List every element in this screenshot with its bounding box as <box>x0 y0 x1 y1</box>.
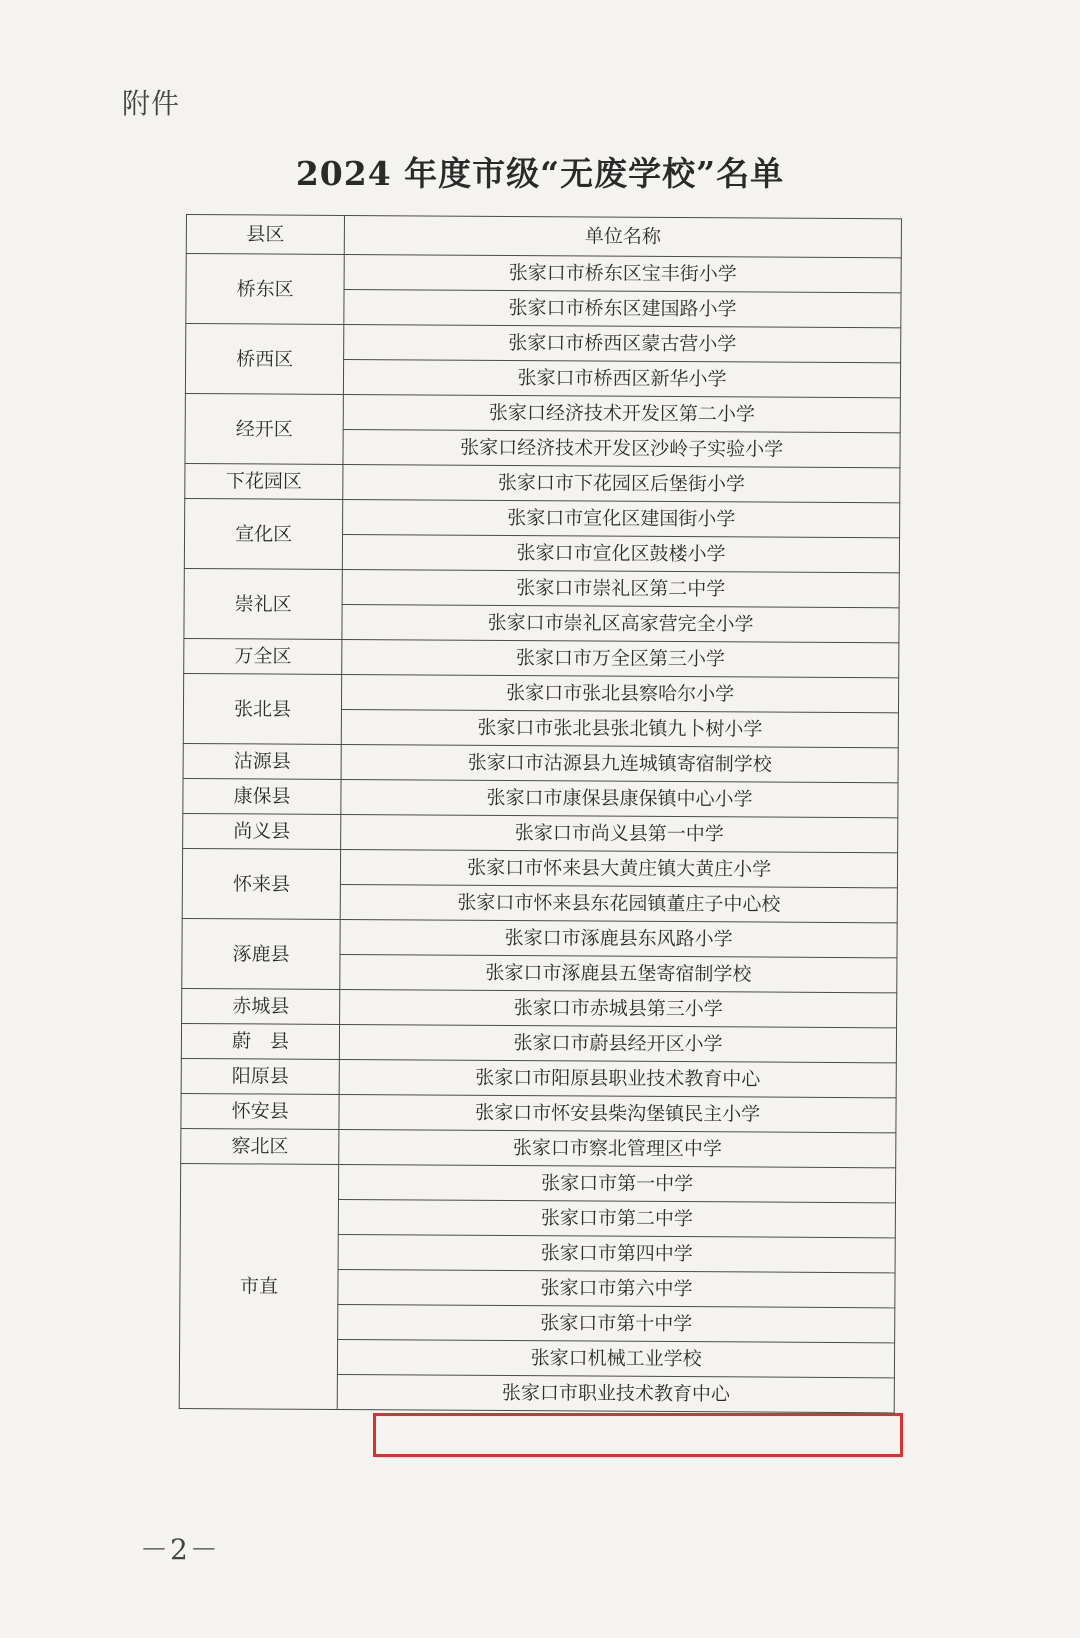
table-row <box>186 254 901 293</box>
table-row <box>183 813 898 852</box>
table-row <box>182 848 897 887</box>
school-name-cell: 张家口市张北县察哈尔小学 <box>342 674 899 712</box>
page-number: －2－ <box>140 1533 220 1566</box>
school-name-cell: 张家口市沽源县九连城镇寄宿制学校 <box>341 744 898 782</box>
school-name-cell: 张家口市怀安县柴沟堡镇民主小学 <box>339 1094 896 1132</box>
district-cell: 沽源县 <box>183 743 341 779</box>
district-cell: 市直 <box>179 1163 339 1409</box>
school-name-cell: 张家口市第一中学 <box>339 1164 896 1202</box>
header-county: 县区 <box>186 215 344 255</box>
school-name-cell: 张家口市怀来县东花园镇董庄子中心校 <box>340 884 897 922</box>
table-row <box>181 1058 896 1097</box>
school-name-cell: 张家口市第十中学 <box>338 1304 895 1342</box>
district-cell: 尚义县 <box>183 813 341 849</box>
school-name-cell: 张家口市张北县张北镇九卜树小学 <box>341 709 898 747</box>
district-cell: 蔚 县 <box>181 1023 339 1059</box>
table-row <box>183 673 898 712</box>
school-name-cell: 张家口市崇礼区第二中学 <box>342 569 899 607</box>
school-name-cell: 张家口市赤城县第三小学 <box>340 989 897 1027</box>
table-row <box>185 393 900 432</box>
district-cell: 万全区 <box>184 638 342 674</box>
district-cell: 下花园区 <box>185 463 343 499</box>
district-cell: 涿鹿县 <box>182 918 341 989</box>
district-cell: 康保县 <box>183 778 341 814</box>
table-header-row <box>186 215 901 258</box>
school-name-cell: 张家口市阳原县职业技术教育中心 <box>339 1059 896 1097</box>
district-cell: 宣化区 <box>184 498 343 569</box>
district-cell: 阳原县 <box>181 1058 339 1094</box>
table-row <box>182 918 897 957</box>
school-name-cell: 张家口机械工业学校 <box>338 1339 895 1377</box>
table-row <box>181 1128 896 1167</box>
school-name-cell: 张家口市职业技术教育中心 <box>337 1374 894 1412</box>
table-row <box>184 638 899 677</box>
district-cell: 桥西区 <box>185 324 344 395</box>
school-name-cell: 张家口市崇礼区高家营完全小学 <box>342 604 899 642</box>
table-row <box>183 743 898 782</box>
district-cell: 桥东区 <box>186 254 345 325</box>
school-name-cell: 张家口市桥西区新华小学 <box>344 359 901 397</box>
table-row <box>180 1163 895 1202</box>
highlight-box <box>373 1413 903 1457</box>
school-name-cell: 张家口市桥东区建国路小学 <box>344 289 901 327</box>
table-row <box>183 778 898 817</box>
school-name-cell: 张家口市桥西区蒙古营小学 <box>344 324 901 362</box>
school-name-cell: 张家口市尚义县第一中学 <box>341 814 898 852</box>
school-name-cell: 张家口经济技术开发区第二小学 <box>343 394 900 432</box>
table-row <box>182 988 897 1027</box>
district-cell: 张北县 <box>183 673 342 744</box>
school-name-cell: 张家口市察北管理区中学 <box>339 1129 896 1167</box>
school-name-cell: 张家口市涿鹿县五堡寄宿制学校 <box>340 954 897 992</box>
table-row <box>184 568 899 607</box>
district-cell: 怀安县 <box>181 1093 339 1129</box>
table-row <box>186 324 901 363</box>
school-name-cell: 张家口市蔚县经开区小学 <box>340 1024 897 1062</box>
district-cell: 崇礼区 <box>184 568 343 639</box>
school-name-cell: 张家口市宣化区建国街小学 <box>343 499 900 537</box>
school-name-cell: 张家口市第二中学 <box>338 1199 895 1237</box>
attachment-label: 附件 <box>122 87 181 120</box>
table-row <box>185 463 900 502</box>
document-title: 2024 年度市级“无废学校”名单 <box>295 154 785 193</box>
school-name-cell: 张家口市下花园区后堡街小学 <box>343 464 900 502</box>
district-cell: 怀来县 <box>182 848 341 919</box>
table-body <box>179 254 901 1413</box>
school-name-cell: 张家口市宣化区鼓楼小学 <box>343 534 900 572</box>
school-name-cell: 张家口市康保县康保镇中心小学 <box>341 779 898 817</box>
district-cell: 赤城县 <box>182 988 340 1024</box>
school-name-cell: 张家口市怀来县大黄庄镇大黄庄小学 <box>341 849 898 887</box>
school-name-cell: 张家口市第六中学 <box>338 1269 895 1307</box>
district-cell: 经开区 <box>185 393 344 464</box>
table-row <box>185 498 900 537</box>
school-name-cell: 张家口经济技术开发区沙岭子实验小学 <box>343 429 900 467</box>
school-name-cell: 张家口市桥东区宝丰街小学 <box>344 254 901 292</box>
school-name-cell: 张家口市涿鹿县东风路小学 <box>340 919 897 957</box>
district-cell: 察北区 <box>181 1128 339 1164</box>
school-list-table <box>179 214 902 1413</box>
table-row <box>181 1093 896 1132</box>
table-row <box>181 1023 896 1062</box>
school-name-cell: 张家口市第四中学 <box>338 1234 895 1272</box>
header-school-name: 单位名称 <box>344 215 901 257</box>
school-name-cell: 张家口市万全区第三小学 <box>342 639 899 677</box>
